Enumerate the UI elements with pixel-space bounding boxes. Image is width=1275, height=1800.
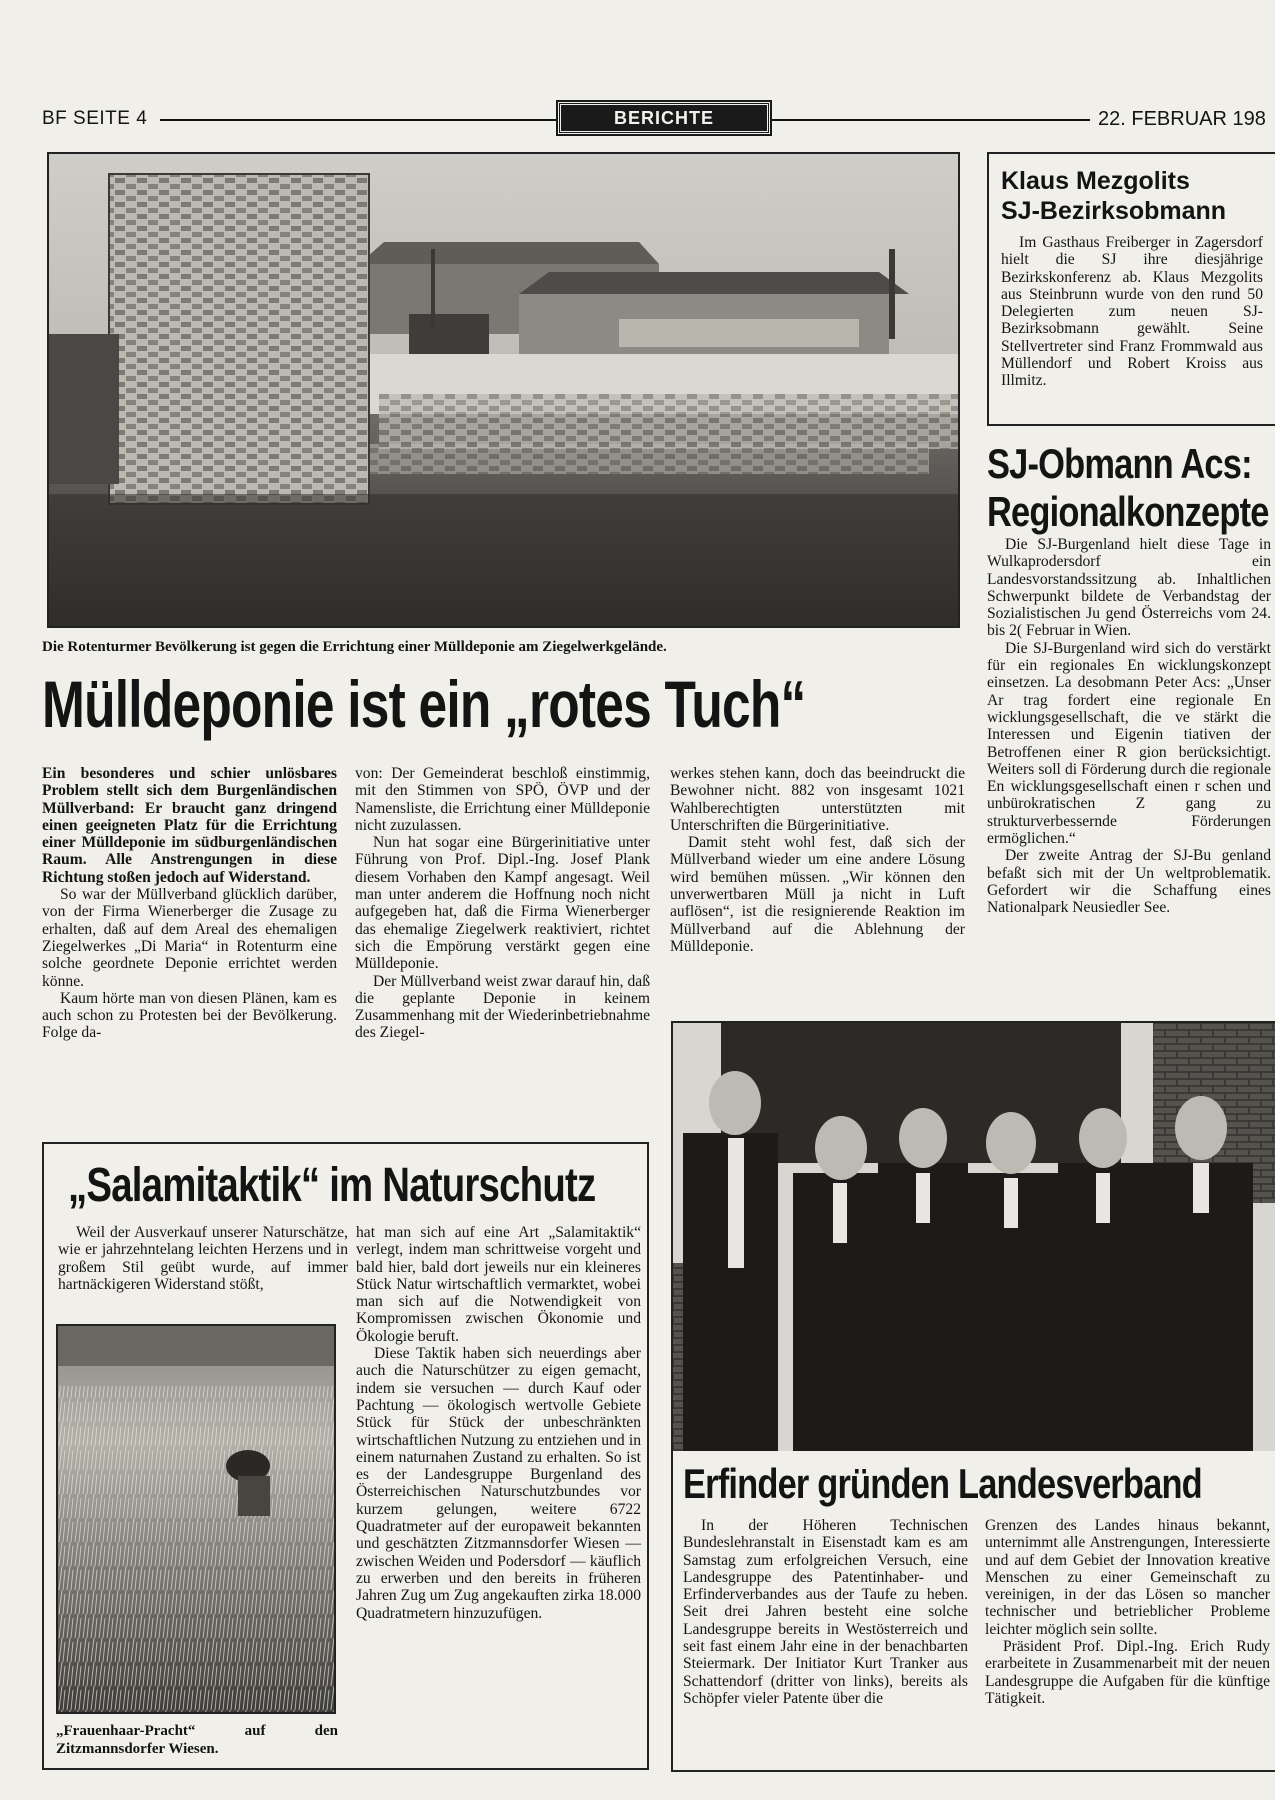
acs-headline — [987, 440, 1269, 536]
brick-yard-image — [49, 154, 960, 628]
salamitaktik-paragraph: Diese Taktik haben sich neuerdings aber auch die Naturschützer zu eigen gemacht, indem sie versuchen — durch Kauf oder Pachtung — ökologisch wertvolle Gebiete Stück für Stück der unbeschränkten wirtschaftlichen Nutzung zu entziehen und in einem naturnahen Zustand zu erhalten. So ist es der Landesgruppe Burgenland des Österreichischen Naturschutzbundes vor kurzem gelungen, weitere 6722 Quadratmeter auf der europaweit bekannten und geschätzten Zitzmannsdorfer Wiesen — zwischen Weiden und Podersdorf — käuflich zu erwerben und den bereits in früheren Jahren Zug um Zug angekauften zirka 18.000 Quadratmetern hinzuzufügen. — [356, 1345, 641, 1622]
main-article-paragraph: von: Der Gemeinderat beschloß einstimmig, mit den Stimmen von SPÖ, ÖVP und der Namensliste, die Errichtung einer Mülldeponie nicht zuzulassen. — [355, 765, 650, 834]
six-men-group-image — [673, 1023, 1275, 1451]
acs-paragraph: Die SJ-Burgenland wird sich do verstärkt für ein regionales En wicklungskonzept einsetzen. La desobmann Peter Acs: „Unser Ar trag fordert eine regionale En wicklungsgesellschaft, die ve stärkt die Interessen und Eigenin tiativen der Betroffenen einer R gion berücksichtigt. Weiters soll di Förderung durch die regionale En wicklungsgesellschaft einen r schen und unbürokratischen Z gang zu strukturverbessernde Förderungen ermöglichen.“ — [987, 639, 1271, 848]
erfinder-headline: Erfinder gründen Landesverband — [683, 1460, 1202, 1507]
acs-paragraph: Der zweite Antrag der SJ-Bu genland befaßt sich mit der Un weltproblematik. Gefordert wir die Schaffung eines Nationalpark Neusiedler See. — [987, 847, 1271, 917]
header-rule-right — [772, 119, 1090, 121]
acs-headline-line1: SJ-Obmann Acs: — [987, 440, 1252, 487]
landfill-site-photo — [47, 152, 960, 628]
main-article-paragraph: Kaum hörte man von diesen Plänen, kam es auch schon zu Protesten bei der Bevölkerung. Folge da- — [42, 989, 337, 1042]
main-article-paragraph: So war der Müllverband glücklich darüber, von der Firma Wienerberger die Zusage zu erhalten, daß auf dem Areal des ehemaligen Ziegelwerkes „Di Maria“ in Rotenturm eine solche geordnete Deponie errichtet werden könne. — [42, 886, 337, 990]
salamitaktik-headline: „Salamitaktik“ im Naturschutz — [68, 1159, 596, 1212]
erfinder-paragraph: In der Höheren Technischen Bundeslehranstalt in Eisenstadt kam es am Samstag zum erfolgreichen Versuch, eine Landesgruppe des Patentinhaber- und Erfinderverbandes aus der Taufe zu heben. Seit drei Jahren besteht eine solche Landesgruppe bereits in Westösterreich und seit fast einem Jahr eine in der benachbarten Steiermark. Der Initiator Kurt Tranker aus Schattendorf (dritter von links), bereits als Schöpfer vieler Patente über die — [683, 1517, 968, 1707]
acs-headline-line2: Regionalkonzepte — [987, 488, 1269, 535]
erfinder-paragraph: Präsident Prof. Dipl.-Ing. Erich Rudy erarbeitete in Zusammenarbeit mit der neuen Landesgruppe die Aufgaben für die künftige Tätigkeit. — [985, 1638, 1270, 1707]
main-article-paragraph: Der Müllverband weist zwar darauf hin, daß die geplante Deponie in keinem Zusammenhang mit der Wiederinbetriebnahme des Ziegel- — [355, 972, 650, 1042]
salamitaktik-col2 — [356, 1224, 641, 1622]
landfill-photo-caption: Die Rotenturmer Bevölkerung ist gegen die Errichtung einer Mülldeponie am Ziegelwerkgelände. — [42, 639, 667, 655]
erfinder-box — [671, 1021, 1275, 1772]
mezgolits-title-line1: Klaus Mezgolits — [1001, 167, 1190, 195]
main-article-col1 — [42, 765, 337, 1042]
header-rule-left — [160, 119, 560, 121]
page-number: BF SEITE 4 — [42, 108, 148, 129]
erfinder-paragraph: Grenzen des Landes hinaus bekannt, unternimmt alle Anstrengungen, Interessierte und auf dem Gebiet der Innovation kreative Menschen zu einer Gemeinschaft zu vereinigen, in der das Lösen so mancher technischer und betrieblicher Probleme leichter möglich sein sollte. — [985, 1517, 1270, 1638]
acs-article-body — [987, 536, 1271, 1006]
issue-date: 22. FEBRUAR 198 — [1098, 108, 1266, 130]
main-article-col3 — [670, 765, 965, 955]
erfinder-col1 — [683, 1517, 968, 1707]
page-header — [0, 100, 1275, 140]
main-article-paragraph: werkes stehen kann, doch das beeindruckt die Bewohner nicht. 882 von insgesamt 1021 Wahlberechtigten unterstützten mit Unterschriften die Bürgerinitiative. — [670, 765, 965, 834]
mezgolits-paragraph: Im Gasthaus Freiberger in Zagersdorf hielt die SJ ihre diesjährige Bezirkskonferenz ab. Klaus Mezgolits aus Steinbrunn wurde von den rund 50 Delegierten zum neuen SJ-Bezirksobmann gewählt. Seine Stellvertreter sind Franz Frommwald aus Müllendorf und Robert Kroiss aus Illmitz. — [1001, 234, 1263, 390]
salamitaktik-paragraph: Weil der Ausverkauf unserer Naturschätze, wie er jahrzehntelang leichten Herzens und in großem Stil geübt wurde, auf immer hartnäckigeren Widerstand stößt, — [58, 1224, 348, 1293]
mezgolits-title — [1001, 166, 1226, 226]
mezgolits-body — [1001, 234, 1263, 390]
inventors-group-photo — [673, 1023, 1275, 1451]
acs-paragraph: Die SJ-Burgenland hielt diese Tage in Wulkaprodersdorf ein Landesvorstandssitzung ab. Inhaltlichen Schwerpunkt bildete de Verbandstag der Sozialistischen Ju gend Österreichs vom 24. bis 2( Februar in Wien. — [987, 536, 1271, 640]
salamitaktik-paragraph: hat man sich auf eine Art „Salamitaktik“ verlegt, indem man schrittweise vorgeht und bald hier, bald dort jeweils nur ein kleineres Stück Natur wirtschaftlich vermarktet, wobei man sich auf die Notwendigkeit von Kompromissen zwischen Ökonomie und Ökologie beruft. — [356, 1224, 641, 1345]
frauenhaar-photo-caption: „Frauenhaar-Pracht“ auf den Zitzmannsdorfer Wiesen. — [56, 1723, 338, 1757]
main-article-paragraph: Damit steht wohl fest, daß sich der Müllverband wieder um eine andere Lösung wird bemühen müssen. „Wir können den unverwertbaren Müll ja nicht in Luft auflösen“, ist die resignierende Reaktion im Müllverband auf die Ablehnung der Mülldeponie. — [670, 834, 965, 955]
main-article-lead: Ein besonderes und schier unlösbares Problem stellt sich dem Burgenländischen Müllverband: Er braucht ganz dringend einen geeigneten Platz für die Errichtung einer Mülldeponie im südburgenländischen Raum. Alle Anstrengungen in diese Richtung stoßen jedoch auf Widerstand. — [42, 765, 337, 886]
mezgolits-title-line2: SJ-Bezirksobmann — [1001, 197, 1227, 225]
salamitaktik-box — [42, 1142, 649, 1770]
frauenhaar-meadow-photo — [56, 1324, 336, 1714]
salamitaktik-col1 — [58, 1224, 348, 1293]
meadow-grass-image — [58, 1326, 336, 1714]
erfinder-col2 — [985, 1517, 1270, 1707]
main-article-paragraph: Nun hat sogar eine Bürgerinitiative unter Führung von Prof. Dipl.-Ing. Josef Plank diesem Vorhaben den Kampf angesagt. Weil man unter anderem die Hoffnung noch nicht aufgegeben hat, daß die Firma Wienerberger das ehemalige Ziegelwerk reaktiviert, richtet sich die Empörung verstärkt gegen eine Mülldeponie. — [355, 834, 650, 973]
main-article-col2 — [355, 765, 650, 1042]
main-headline: Mülldeponie ist ein „rotes Tuch“ — [42, 667, 806, 741]
section-label: BERICHTE — [613, 108, 714, 128]
section-label-box — [558, 102, 770, 134]
mezgolits-box — [987, 152, 1275, 426]
